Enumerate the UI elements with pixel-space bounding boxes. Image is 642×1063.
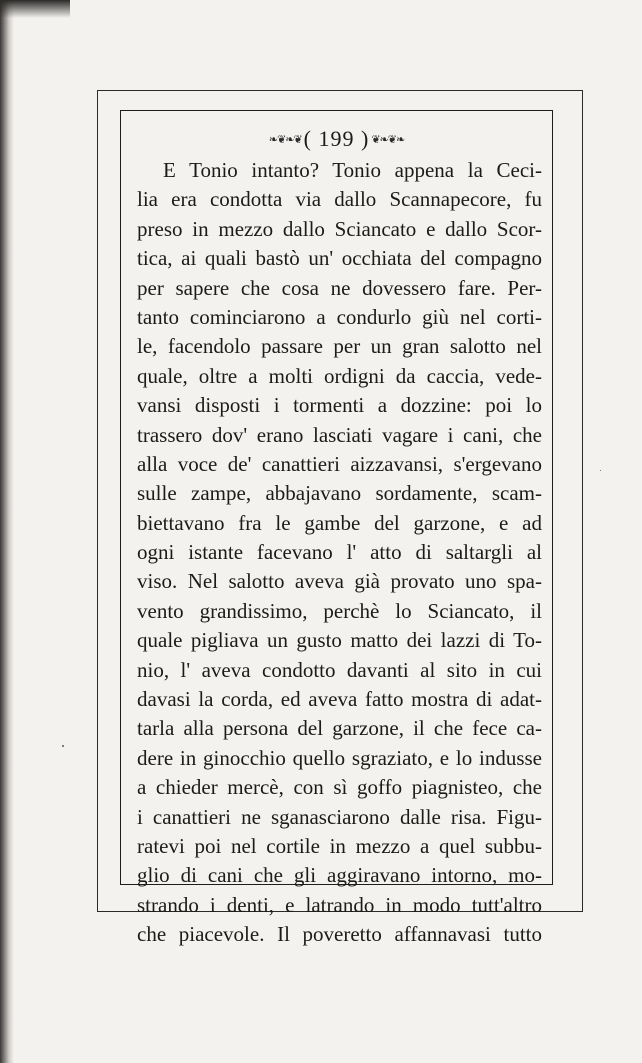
page-number: ( 199 ) (303, 126, 370, 151)
corner-shadow (0, 0, 70, 18)
text-line: trassero dov' erano lasciati vagare i cani, che (137, 422, 542, 447)
text-line: quale, oltre a molti ordigni da caccia, vede- (137, 363, 542, 388)
text-line: preso in mezzo dallo Sciancato e dallo Scor- (137, 216, 542, 241)
text-line: tica, ai quali bastò un' occhiata del compagno (137, 246, 542, 271)
text-line: vento grandissimo, perchè lo Sciancato, il (137, 598, 542, 623)
text-line: davasi la corda, ed aveva fatto mostra di adat- (137, 687, 542, 712)
paper-speck (600, 470, 601, 471)
paper-speck (62, 745, 64, 747)
text-line: ratevi poi nel cortile in mezzo a quel subbu- (137, 833, 542, 858)
text-line: tarla alla persona del garzone, il che fece ca- (137, 716, 542, 741)
text-line: che piacevole. Il poveretto affannavasi tutto (137, 922, 542, 947)
text-line: vansi disposti i tormenti a dozzine: poi lo (137, 393, 542, 418)
text-line: strando i denti, e latrando in modo tutt'altro (137, 892, 542, 917)
book-binding-edge (0, 0, 14, 1063)
left-ornament: ❧❦❧❦ (268, 133, 302, 146)
right-ornament: ❦❧❦❧ (371, 133, 405, 146)
text-line: le, facendolo passare per un gran salotto nel (137, 334, 542, 359)
text-line: alla voce de' canattieri aizzavansi, s'ergevano (137, 451, 542, 476)
text-line: E Tonio intanto? Tonio appena la Ceci- (163, 158, 542, 182)
text-line: nio, l' aveva condotto davanti al sito in cui (137, 657, 542, 682)
text-line: sulle zampe, abbajavano sordamente, scam- (137, 481, 542, 506)
text-line: i canattieri ne sganasciarono dalle risa. Figu- (137, 804, 542, 829)
text-line: tanto cominciarono a condurlo giù nel corti- (137, 304, 542, 329)
text-line: viso. Nel salotto aveva già provato uno spa- (137, 569, 542, 594)
text-line: a chieder mercè, con sì goffo piagnisteo, che (137, 775, 542, 800)
text-line: per sapere che cosa ne dovessero fare. Per- (137, 275, 542, 300)
page-header (120, 124, 553, 154)
text-line: lia era condotta via dallo Scannapecore, fu (137, 187, 542, 212)
body-text (137, 156, 542, 950)
text-line: glio di cani che gli aggiravano intorno, mo- (137, 863, 542, 888)
text-line: dere in ginocchio quello sgraziato, e lo indusse (137, 745, 542, 770)
text-line: biettavano fra le gambe del garzone, e ad (137, 510, 542, 535)
text-line: ogni istante facevano l' atto di saltargli al (137, 540, 542, 565)
text-line: quale pigliava un gusto matto dei lazzi di To- (137, 628, 542, 653)
